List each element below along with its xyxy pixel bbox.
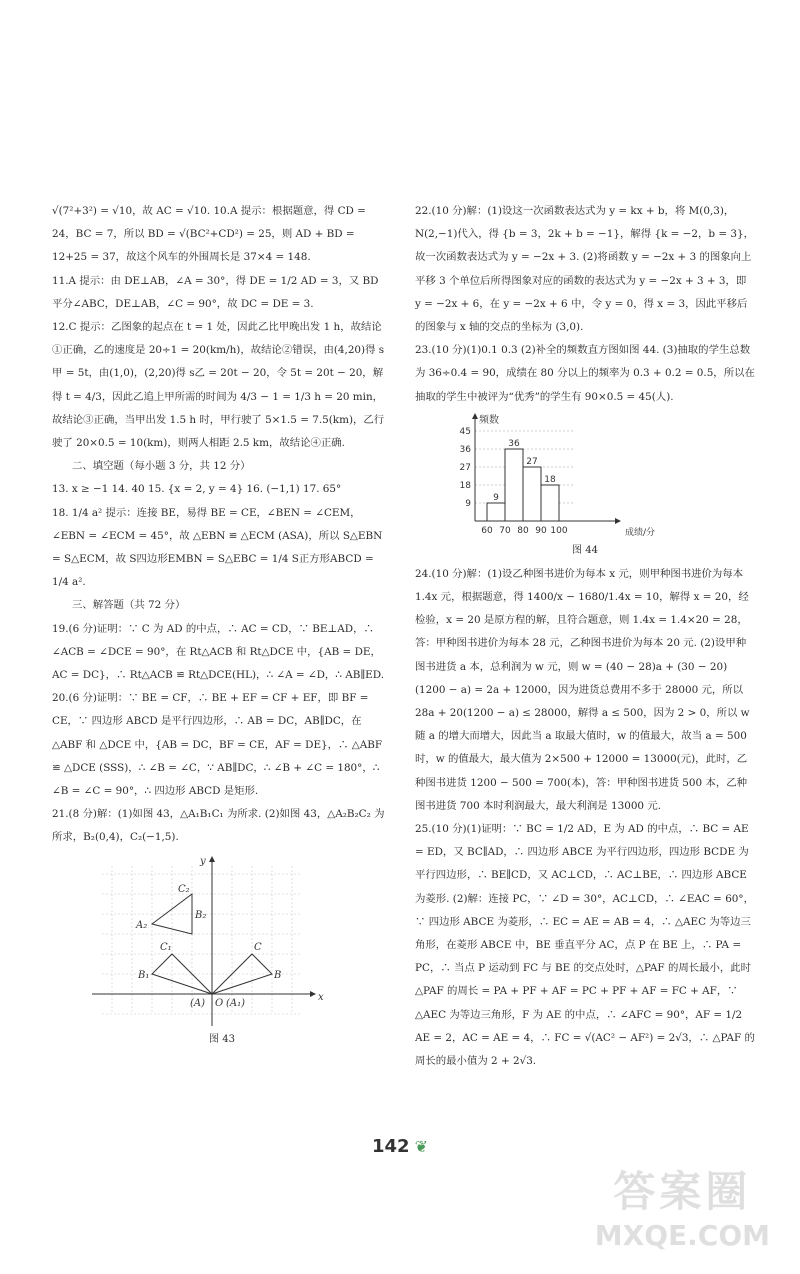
y-axis-label: y [200, 855, 206, 867]
leaf-decoration-icon: ❦ [414, 1137, 429, 1156]
label-b: B [274, 969, 282, 981]
figure-44 [415, 413, 755, 559]
answer-18: 18. 1/4 a² 提示：连接 BE，易得 BE = CE，∠BEN = ∠CEM，∠EBN = ∠ECM = 45°，故 △EBN ≌ △ECM (ASA)，所以 S△EBN = S△ECM，故 S四边形EMBN = S△EBC = 1/4 S正方形ABCD = 1/4 a². [52, 506, 383, 589]
answer-24: 24.(10 分)解：(1)设乙种图书进价为每本 x 元，则甲种图书进价为每本 1.4x 元，根据题意，得 1400/x − 1680/1.4x = 10，解得 x = 20，经检验，x = 20 是原方程的解，且符合题意，则 1.4x = 1.4×20 = 28，答：甲种图书进价为每本 28 元，乙种图书进价为每本 20 元. (2)设甲种图书进货 a 本，总利润为 w 元，则 w = (40 − 28)a + (30 − 20)(1200 − a) = 2a + 12000，因为进货总费用不多于 28000 元，所以 28a + 20(1200 − a) ≤ 28000，解得 a ≤ 500，因为 2 > 0，所以 w 随 a 的增大而增大，因此当 a 取最大值时，w 的值最大，故当 a = 500 时，w 的值最大，最大值为 2×500 + 12000 = 13000(元)，此时，乙种图书进货 1200 − 500 = 700(本)，答：甲种图书进货 500 本，乙种图书进货 700 本时利润最大，最大利润是 13000 元. [415, 567, 750, 812]
hist-x-tick: 80 [517, 525, 529, 536]
page-footer [0, 1136, 800, 1157]
label-c: C [254, 941, 262, 953]
hist-bar-value: 36 [508, 438, 520, 449]
x-axis-label: x [318, 991, 324, 1003]
hist-x-tick: 70 [499, 525, 511, 536]
hist-y-tick: 9 [465, 498, 471, 509]
hist-x-tick: 100 [550, 525, 568, 536]
hist-x-label: 成绩/分 [625, 527, 656, 538]
answer-20: 20.(6 分)证明：∵ BE = CF，∴ BE + EF = CF + EF，即 BF = CE，∵ 四边形 ABCD 是平行四边形，∴ AB = DC，AB∥DC，在 △ABF 和 △DCE 中，{AB = DC，BF = CE，AF = DE}，∴ △ABF ≌ △DCE (SSS)，∴ ∠B = ∠C，∵ AB∥DC，∴ ∠B + ∠C = 180°，∴ ∠B = ∠C = 90°，∴ 四边形 ABCD 是矩形. [52, 692, 383, 798]
label-c1: C₁ [160, 941, 172, 953]
answer-11: 11.A 提示：由 DE⊥AB，∠A = 30°，得 DE = 1/2 AD = 3，又 BD 平分∠ABC，DE⊥AB，∠C = 90°，故 DC = DE = 3. [52, 274, 379, 310]
hist-bar [541, 485, 559, 521]
left-column [52, 200, 392, 1052]
figure-43-caption: 图 43 [209, 1033, 235, 1045]
frequency-histogram [415, 413, 755, 543]
hist-y-tick: 45 [459, 426, 471, 437]
answer-9-10: √(7²+3²) = √10，故 AC = √10. 10.A 提示：根据题意，得 CD = 24，BC = 7，所以 BD = √(BC²+CD²) = 25，则 AD + BD = 12+25 = 37，故这个风车的外围周长是 37×4 = 148. [52, 205, 366, 264]
label-c2: C₂ [178, 883, 190, 895]
answer-21: 21.(8 分)解：(1)如图 43，△A₁B₁C₁ 为所求. (2)如图 43，△A₂B₂C₂ 为所求，B₂(0,4)，C₂(−1,5). [52, 808, 385, 844]
label-b2: B₂ [195, 909, 207, 921]
answer-22: 22.(10 分)解：(1)设这一次函数表达式为 y = kx + b，将 M(0,3)，N(2,−1)代入，得 {b = 3，2k + b = −1}，解得 {k = −2，b = 3}，故一次函数表达式为 y = −2x + 3. (2)将函数 y = −2x + 3 的图象向上平移 3 个单位后所得图象对应的函数的表达式为 y = −2x + 3 + 3，即 y = −2x + 6，在 y = −2x + 6 中，令 y = 0，得 x = 3，因此平移后的图象与 x 轴的交点的坐标为 (3,0). [415, 205, 754, 334]
hist-bar [505, 449, 523, 521]
hist-y-tick: 18 [459, 480, 471, 491]
hist-bar-value: 27 [526, 456, 538, 467]
watermark-url: MXQE.COM [594, 1219, 770, 1252]
right-column [415, 200, 755, 1073]
hist-x-tick: 60 [481, 525, 493, 536]
section-solutions-heading: 三、解答题（共 72 分） [72, 599, 186, 612]
hist-y-tick: 27 [459, 462, 471, 473]
watermark [595, 1159, 770, 1252]
answer-12: 12.C 提示：乙图象的起点在 t = 1 处，因此乙比甲晚出发 1 h，故结论①正确，乙的速度是 20÷1 = 20(km/h)，故结论②错误，由(4,20)得 s甲 = 5t，由(1,0)，(2,20)得 s乙 = 20t − 20，令 5t = 20t − 20，解得 t = 4/3，因此乙追上甲所需的时间为 4/3 − 1 = 1/3 h = 20 min，故结论③正确，当甲出发 1.5 h 时，甲行驶了 5×1.5 = 7.5(km)，乙行驶了 20×0.5 = 10(km)，则两人相距 2.5 km，故结论④正确. [52, 321, 385, 450]
hist-y-label: 频数 [479, 414, 499, 426]
label-b1: B₁ [138, 969, 150, 981]
origin-label: O [215, 997, 224, 1009]
hist-y-tick: 36 [459, 444, 471, 455]
hist-bar [487, 503, 505, 521]
watermark-title: 答案圈 [613, 1167, 752, 1216]
hist-x-tick: 90 [535, 525, 547, 536]
section-fill-in-heading: 二、填空题（每小题 3 分，共 12 分） [72, 460, 251, 473]
label-a: (A) [190, 997, 206, 1009]
answer-25: 25.(10 分)(1)证明：∵ BC = 1/2 AD，E 为 AD 的中点，∴ BC = AE = ED，又 BC∥AD，∴ 四边形 ABCE 为平行四边形，四边形 BCDE 为平行四边形，∴ BE∥CD，又 AC⊥CD，∴ AC⊥BE，∴ 四边形 ABCE 为菱形. (2)解：连接 PC，∵ ∠D = 30°，AC⊥CD，∴ ∠EAC = 60°，∵ 四边形 ABCE 为菱形，∴ EC = AE = AB = 4，∴ △AEC 为等边三角形，在菱形 ABCE 中，BE 垂直平分 AC，点 P 在 BE 上，∴ PA = PC，∴ 当点 P 运动到 FC 与 BE 的交点处时，△PAF 的周长最小，此时 △PAF 的周长 = PA + PF + AF = PC + PF + AF = FC + AF，∵ △AEC 为等边三角形，F 为 AE 的中点，∴ ∠AFC = 90°，AF = 1/2 AE = 2，AC = AE = 4，∴ FC = √(AC² − AF²) = 2√3，∴ △PAF 的周长的最小值为 2 + 2√3. [415, 823, 755, 1068]
hist-bar [523, 467, 541, 521]
page-number: 142 [371, 1136, 410, 1157]
answer-23: 23.(10 分)(1)0.1 0.3 (2)补全的频数直方图如图 44. (3)抽取的学生总数为 36÷0.4 = 90，成绩在 80 分以上的频率为 0.3 + 0.2 = 0.5，所以在抽取的学生中被评为“优秀”的学生有 90×0.5 = 45(人). [415, 344, 755, 403]
answers-13-17: 13. x ≥ −1 14. 40 15. {x = 2, y = 4} 16. (−1,1) 17. 65° [52, 483, 342, 496]
answer-19: 19.(6 分)证明：∵ C 为 AD 的中点，∴ AC = CD，∵ BE⊥AD，∴ ∠ACB = ∠DCE = 90°，在 Rt△ACB 和 Rt△DCE 中，{AB = DE，AC = DC}，∴ Rt△ACB ≌ Rt△DCE(HL)，∴ ∠A = ∠D，∴ AB∥ED. [52, 622, 385, 682]
hist-bar-value: 18 [544, 474, 556, 485]
label-a2: A₂ [136, 919, 148, 931]
figure-43 [52, 854, 392, 1048]
figure-44-caption: 图 44 [572, 544, 598, 556]
hist-bar-value: 9 [493, 492, 499, 503]
coordinate-grid-figure [52, 854, 392, 1032]
label-a1: (A₁) [226, 997, 246, 1009]
